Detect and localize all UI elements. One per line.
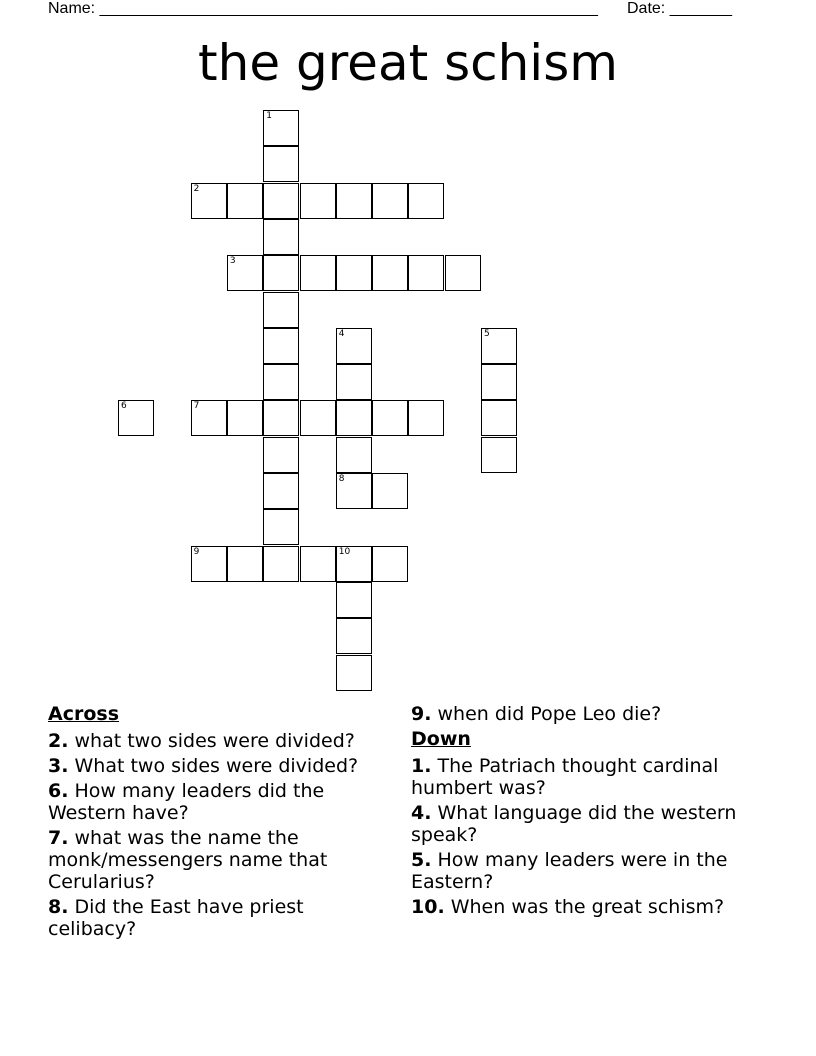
clue-down-10: [411, 896, 761, 918]
date-field-label: Date: _______: [627, 0, 732, 17]
crossword-cell[interactable]: [300, 546, 336, 582]
crossword-cell[interactable]: [118, 400, 154, 436]
crossword-cell[interactable]: [336, 655, 372, 691]
crossword-cell[interactable]: [263, 219, 299, 255]
crossword-cell[interactable]: [336, 328, 372, 364]
crossword-cell[interactable]: [263, 437, 299, 473]
crossword-cell[interactable]: [300, 400, 336, 436]
page-title: the great schism: [198, 34, 618, 92]
crossword-cell[interactable]: [336, 546, 372, 582]
crossword-cell[interactable]: [445, 255, 481, 291]
clue-across-8: [48, 896, 388, 940]
clue-number: 9.: [411, 703, 432, 725]
crossword-cell[interactable]: [227, 400, 263, 436]
crossword-cell[interactable]: [227, 255, 263, 291]
crossword-cell[interactable]: [336, 582, 372, 618]
clue-number: 7.: [48, 827, 69, 849]
clue-number-label: 3: [229, 256, 236, 267]
crossword-cell[interactable]: [372, 400, 408, 436]
crossword-cell[interactable]: [300, 183, 336, 219]
clue-number: 8.: [48, 896, 69, 918]
clue-across-2: [48, 730, 388, 752]
clue-number-label: 2: [193, 183, 200, 194]
clue-number: 6.: [48, 780, 69, 802]
crossword-cell[interactable]: [336, 255, 372, 291]
clue-text: How many leaders were in the Eastern?: [411, 849, 728, 893]
clue-text: How many leaders did the Western have?: [48, 780, 325, 824]
crossword-cell[interactable]: [336, 473, 372, 509]
clue-across-6: [48, 780, 388, 824]
clue-number: 2.: [48, 730, 69, 752]
crossword-cell[interactable]: [263, 110, 299, 146]
clue-text: The Patriach thought cardinal humbert was?: [411, 755, 719, 799]
crossword-cell[interactable]: [263, 292, 299, 328]
clue-text: what was the name the monk/messengers name that Cerularius?: [48, 827, 328, 893]
crossword-cell[interactable]: [372, 546, 408, 582]
clue-down-1: [411, 755, 761, 799]
clue-text: When was the great schism?: [450, 896, 725, 918]
clues-left-column: [48, 703, 388, 943]
crossword-cell[interactable]: [263, 400, 299, 436]
crossword-cell[interactable]: [408, 255, 444, 291]
crossword-cell[interactable]: [372, 183, 408, 219]
clue-number: 5.: [411, 849, 432, 871]
clue-number-label: 1: [266, 111, 272, 121]
crossword-cell[interactable]: [481, 437, 517, 473]
clue-number-label: 5: [484, 328, 490, 339]
clues-right-column: [411, 703, 761, 921]
crossword-cell[interactable]: [408, 400, 444, 436]
crossword-cell[interactable]: [336, 400, 372, 436]
clue-text: when did Pope Leo die?: [437, 703, 662, 725]
clue-number: 1.: [411, 755, 432, 777]
clue-across-9: [411, 703, 761, 725]
clue-text: What language did the western speak?: [411, 802, 737, 846]
clue-across-7: [48, 827, 388, 893]
crossword-cell[interactable]: [191, 183, 227, 219]
clue-number: 3.: [48, 755, 69, 777]
clue-number: 10.: [411, 896, 445, 918]
crossword-cell[interactable]: [336, 618, 372, 654]
crossword-cell[interactable]: [263, 146, 299, 182]
clue-down-4: [411, 802, 761, 846]
crossword-cell[interactable]: [336, 364, 372, 400]
crossword-cell[interactable]: [336, 183, 372, 219]
crossword-cell[interactable]: [191, 400, 227, 436]
clue-text: Did the East have priest celibacy?: [48, 896, 304, 940]
crossword-cell[interactable]: [263, 364, 299, 400]
crossword-cell[interactable]: [263, 183, 299, 219]
down-heading: Down: [411, 728, 471, 750]
clue-number-label: 10: [338, 546, 351, 557]
crossword-cell[interactable]: [372, 255, 408, 291]
crossword-cell[interactable]: [227, 546, 263, 582]
across-heading: Across: [48, 703, 120, 725]
crossword-cell[interactable]: [263, 328, 299, 364]
clue-number-label: 4: [338, 328, 345, 339]
clue-number: 4.: [411, 802, 432, 824]
crossword-cell[interactable]: [263, 473, 299, 509]
clue-number-label: 6: [121, 401, 127, 412]
crossword-cell[interactable]: [227, 183, 263, 219]
crossword-cell[interactable]: [481, 328, 517, 364]
crossword-cell[interactable]: [481, 364, 517, 400]
crossword-cell[interactable]: [263, 546, 299, 582]
clue-number-label: 9: [193, 546, 200, 557]
clue-across-3: [48, 755, 388, 777]
name-field-label: Name: ________________________________________________________: [48, 0, 598, 17]
crossword-cell[interactable]: [336, 437, 372, 473]
crossword-cell[interactable]: [300, 255, 336, 291]
crossword-cell[interactable]: [263, 509, 299, 545]
crossword-cell[interactable]: [408, 183, 444, 219]
clue-number-label: 8: [338, 474, 345, 484]
crossword-cell[interactable]: [372, 473, 408, 509]
clue-number-label: 7: [193, 401, 200, 412]
clue-text: What two sides were divided?: [74, 755, 359, 777]
clue-down-5: [411, 849, 761, 893]
crossword-cell[interactable]: [263, 255, 299, 291]
crossword-cell[interactable]: [191, 546, 227, 582]
crossword-cell[interactable]: [481, 400, 517, 436]
clue-text: what two sides were divided?: [74, 730, 355, 752]
